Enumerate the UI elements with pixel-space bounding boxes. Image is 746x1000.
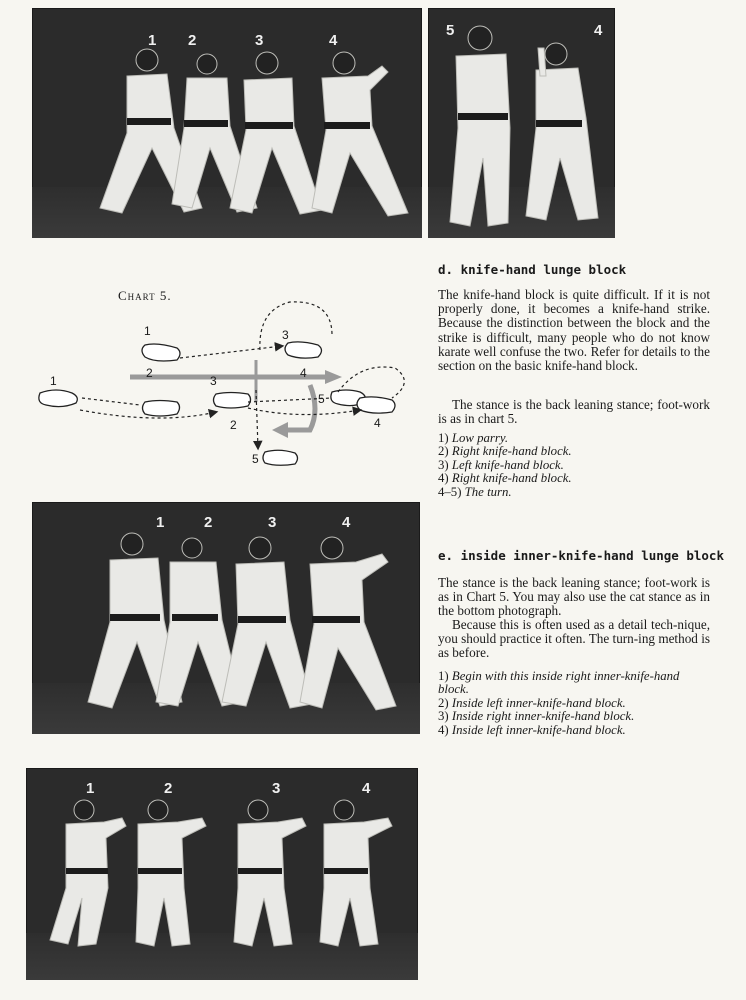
photo-number: 1 [156,514,165,531]
footprint [357,397,395,413]
list-item: 1) Low parry. [438,431,509,445]
chart-label: 1 [50,374,57,388]
photo-cat-stance-sequence [26,768,418,980]
chart-label: 3 [210,374,217,388]
section-d-paragraph: The knife-hand block is quite difficult. If it is not properly done, it becomes a knife-hand strike. Because the distinction between the block and the strike is difficult, many people who do not know karate well confuse the two. Refer for details to the section on the basic knife-hand block. [438,287,710,374]
chart-label: 1 [144,324,151,338]
section-e-steps [438,670,710,737]
figures-illustration [32,502,420,734]
chart-label: 4 [300,366,307,380]
photo-number: 4 [362,780,371,797]
figures-illustration [26,768,418,980]
photo-number: 4 [594,22,603,39]
footprint [285,342,322,358]
footprint [214,393,251,409]
section-e-paragraph: The stance is the back leaning stance; foot-work is as in Chart 5. You may also use the cat stance as in the bottom photograph. [438,575,710,619]
list-item: 2) Inside left inner-knife-hand block. [438,695,626,710]
list-item: 3) Inside right inner-knife-hand block. [438,709,635,724]
chart-label: 4 [374,416,381,430]
section-e-heading: e. inside inner-knife-hand lunge block [438,548,724,563]
footprint [39,390,77,407]
photo-turn [428,8,615,238]
photo-number: 1 [148,32,157,49]
list-item: 4) Right knife-hand block. [438,471,572,486]
section-e-paragraph: Because this is often used as a detail tech-nique, you should practice it often. The turn-ing method is as before. [438,617,710,661]
photo-number: 5 [446,22,455,39]
footwork-chart [20,290,440,490]
photo-knife-hand-sequence [32,8,422,238]
figures-illustration [32,8,422,238]
photo-number: 4 [329,32,338,49]
figures-illustration [428,8,615,238]
list-item: 4–5) The turn. [438,484,512,499]
footprint [143,401,180,417]
list-item: 2) Right knife-hand block. [438,444,572,459]
footprint [142,344,180,361]
section-d-steps [438,432,710,499]
photo-number: 4 [342,514,351,531]
photo-number: 2 [188,32,197,49]
photo-number: 3 [255,32,264,49]
photo-number: 2 [204,514,213,531]
chart-label: 2 [146,366,153,380]
list-item: 3) Left knife-hand block. [438,457,564,472]
chart-label: 2 [230,418,237,432]
photo-number: 3 [272,780,281,797]
section-d-paragraph: The stance is the back leaning stance; foot-work is as in chart 5. [438,397,710,427]
photo-number: 2 [164,780,173,797]
footprint [263,450,298,465]
photo-number: 1 [86,780,95,797]
photo-inner-knife-hand-sequence [32,502,420,734]
chart-label: 5 [252,452,259,466]
chart-label: 5 [318,392,325,406]
chart-label: 3 [282,328,289,342]
list-item: 4) Inside left inner-knife-hand block. [438,722,626,737]
photo-number: 3 [268,514,277,531]
section-d-heading: d. knife-hand lunge block [438,262,627,277]
list-item: 1) Begin with this inside right inner-knife-hand block. [438,669,680,697]
chart-title: Chart 5. [118,288,172,303]
